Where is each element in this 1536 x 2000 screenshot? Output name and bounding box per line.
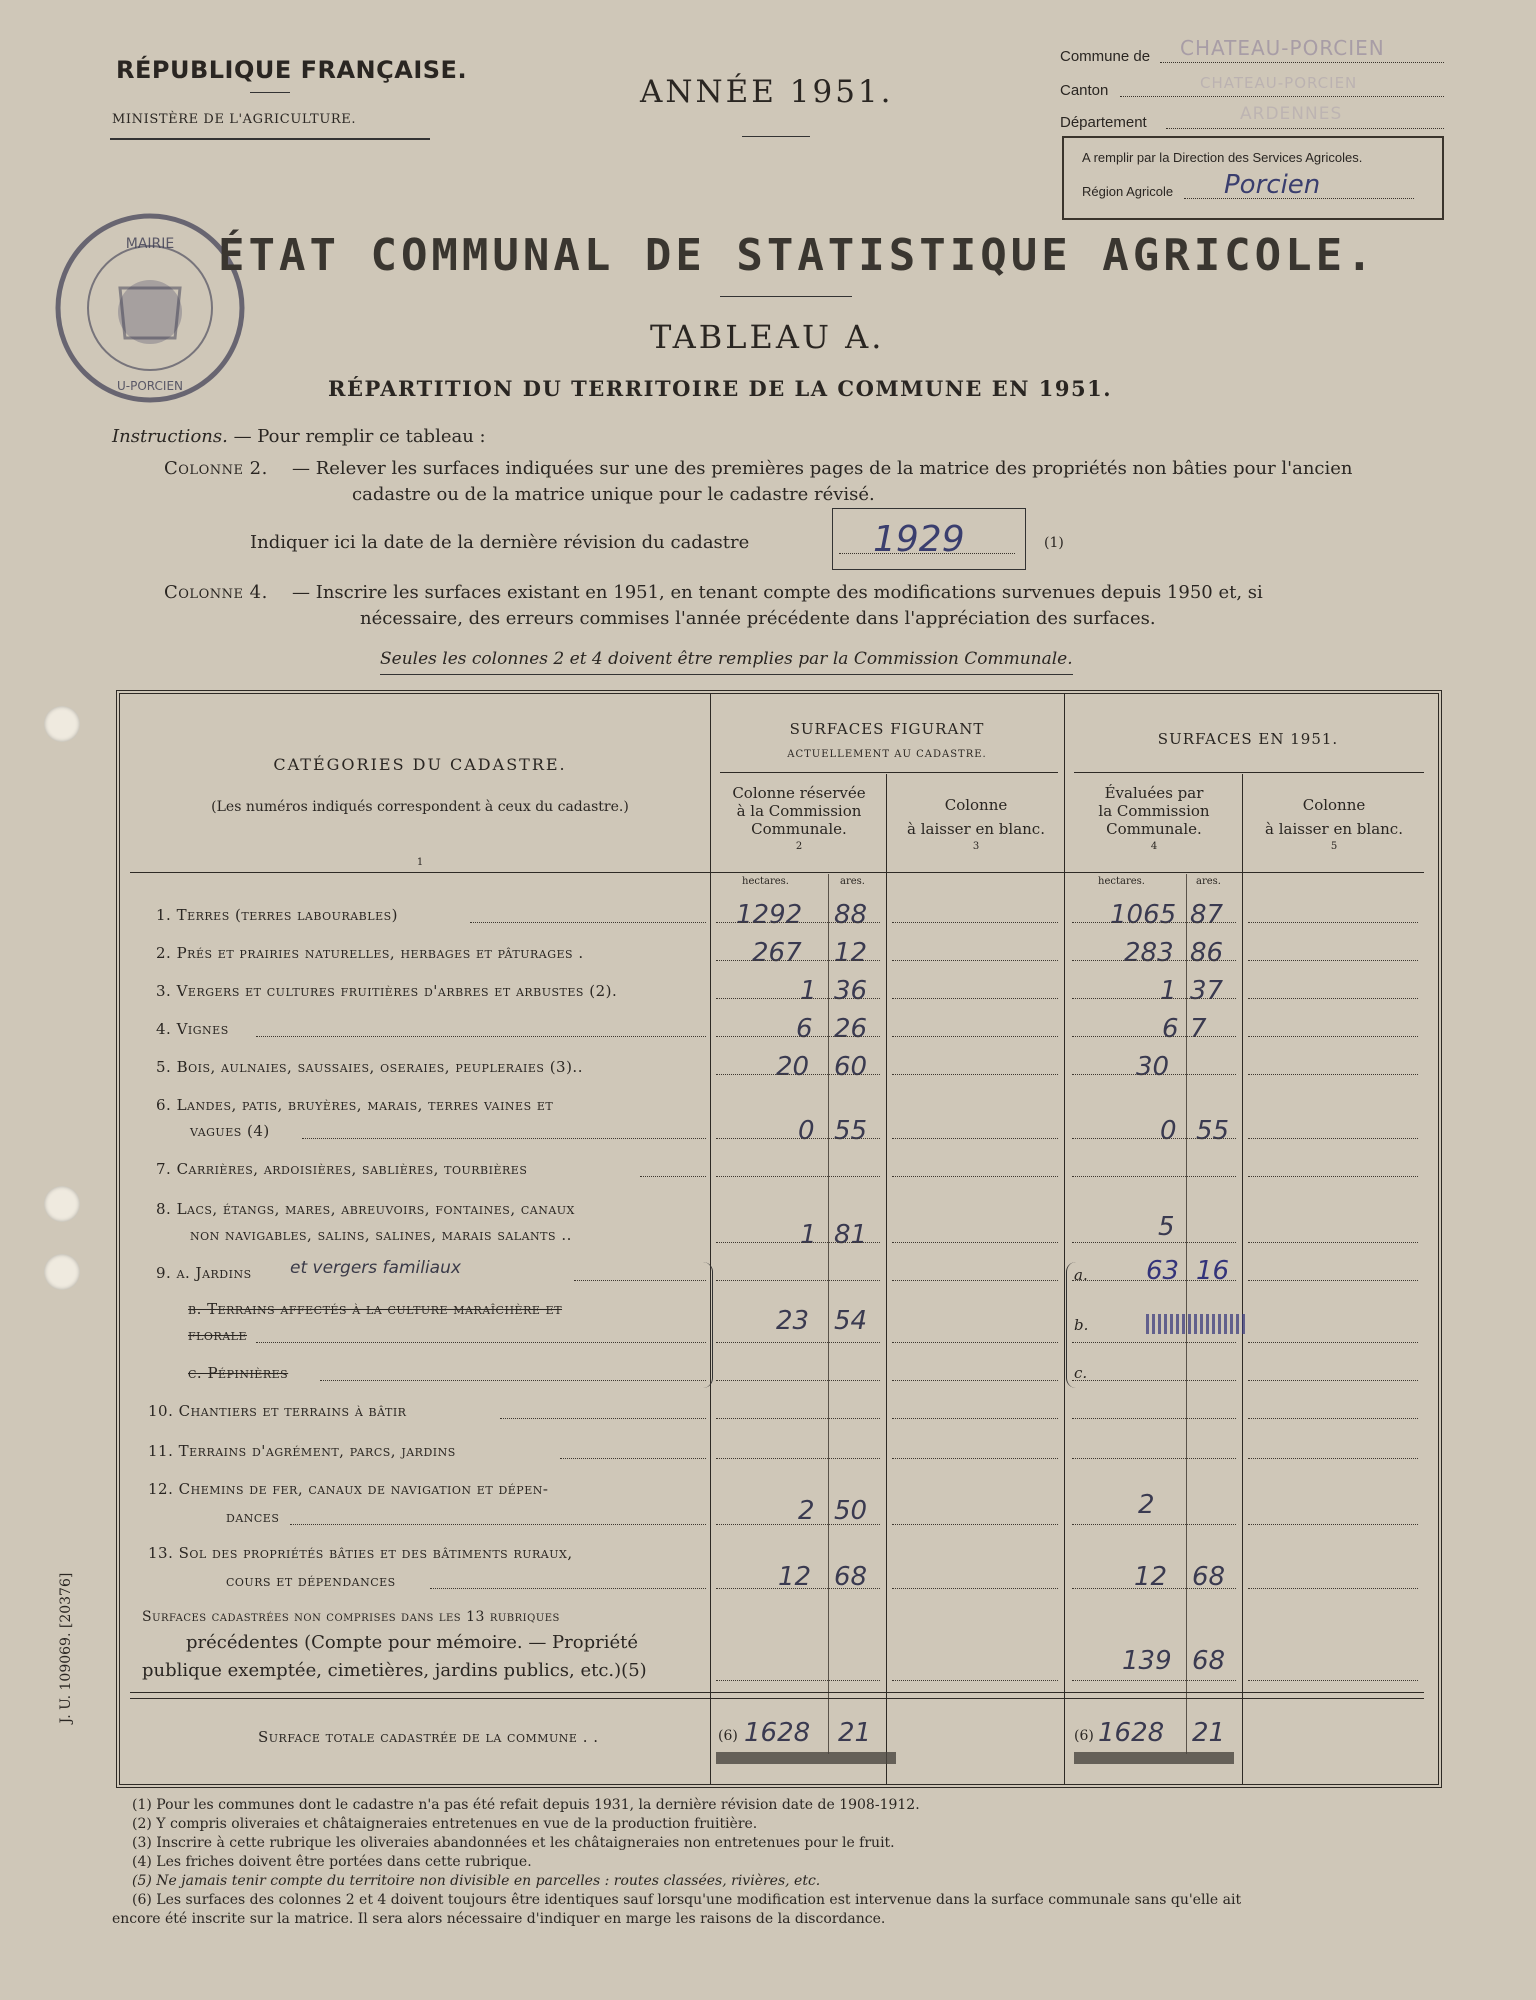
row-label: 10. Chantiers et terrains à bâtir bbox=[148, 1402, 407, 1420]
total-note: (6) bbox=[718, 1728, 738, 1744]
col3-header bbox=[888, 796, 1064, 856]
svg-text:U-PORCIEN: U-PORCIEN bbox=[116, 379, 184, 393]
header-line bbox=[130, 872, 1424, 873]
c4-ha: 1065 bbox=[1110, 900, 1177, 930]
instructions-label: Instructions. bbox=[112, 426, 228, 447]
col3-number: 3 bbox=[972, 841, 980, 852]
cell-line bbox=[1072, 1680, 1236, 1681]
row-label: 6. Landes, patis, bruyères, marais, terres vaines et bbox=[156, 1096, 554, 1114]
commune-line bbox=[1160, 62, 1444, 63]
footnote: (1) Pour les communes dont le cadastre n'a pas été refait depuis 1931, la dernière révision date de 1908-1912. bbox=[132, 1797, 920, 1813]
col4-header-line2: la Commission bbox=[1098, 802, 1210, 820]
cell-line bbox=[1072, 922, 1236, 923]
col2-header bbox=[712, 784, 886, 856]
cat-header: CATÉGORIES DU CADASTRE. bbox=[273, 755, 567, 774]
c4-ha: 139 bbox=[1122, 1646, 1172, 1676]
c4-ha: 283 bbox=[1124, 938, 1174, 968]
divider bbox=[742, 136, 810, 137]
revision-date-box bbox=[832, 508, 1026, 570]
cell-line bbox=[1072, 1176, 1236, 1177]
row-label: 8. Lacs, étangs, mares, abreuvoirs, fontaines, canaux bbox=[156, 1200, 575, 1218]
row-label: 7. Carrières, ardoisières, sablières, tourbières bbox=[156, 1160, 528, 1178]
total-c2-ha: 1628 bbox=[744, 1718, 811, 1748]
canton-value: CHATEAU-PORCIEN bbox=[1200, 74, 1358, 92]
row-label: 5. Bois, aulnaies, saussaies, oseraies, peupleraies (3).. bbox=[156, 1058, 583, 1076]
printer-reference: J. U. 109069. [20376] bbox=[58, 1572, 74, 1724]
ministry-heading: MINISTÈRE DE L'AGRICULTURE. bbox=[112, 112, 357, 127]
cell-line bbox=[1248, 1242, 1418, 1243]
cell-line bbox=[892, 1036, 1058, 1037]
svg-text:MAIRIE: MAIRIE bbox=[125, 236, 175, 252]
c4-ha: 5 bbox=[1158, 1212, 1175, 1242]
total-note: (6) bbox=[1074, 1728, 1094, 1744]
cell-line bbox=[892, 1458, 1058, 1459]
c2-ha: 0 bbox=[798, 1116, 815, 1146]
col2-text-1: — Relever les surfaces indiquées sur une des premières pages de la matrice des propriétés non bâties pour l'ancien bbox=[292, 458, 1353, 479]
revision-date-value: 1929 bbox=[873, 519, 965, 560]
row-label-cont: publique exemptée, cimetières, jardins publics, etc.)(5) bbox=[142, 1660, 647, 1681]
col2-text-2: cadastre ou de la matrice unique pour le cadastre révisé. bbox=[352, 484, 875, 505]
row-label: 1. Terres (terres labourables) bbox=[156, 906, 398, 924]
cell-line bbox=[892, 1280, 1058, 1281]
c2-ares: 88 bbox=[834, 900, 868, 930]
col4-header bbox=[1066, 784, 1242, 856]
cell-line bbox=[1248, 1138, 1418, 1139]
cell-line bbox=[1248, 960, 1418, 961]
col-divider bbox=[886, 774, 887, 1784]
col4-label: Colonne 4. bbox=[164, 582, 268, 603]
c2-ares: 50 bbox=[834, 1496, 868, 1526]
c2-ares: 12 bbox=[834, 938, 868, 968]
col4-header-line3: Communale. bbox=[1106, 820, 1202, 838]
c2-ares: 54 bbox=[834, 1306, 868, 1336]
c2-ha: 12 bbox=[778, 1562, 812, 1592]
punch-hole bbox=[44, 1254, 80, 1290]
divider bbox=[720, 296, 852, 297]
total-line bbox=[130, 1698, 1424, 1699]
cell-line bbox=[1072, 1138, 1236, 1139]
cell-line bbox=[716, 1680, 880, 1681]
c4-ha: 0 bbox=[1160, 1116, 1177, 1146]
total-c4-ha: 1628 bbox=[1098, 1718, 1165, 1748]
row-label: 3. Vergers et cultures fruitières d'arbres et arbustes (2). bbox=[156, 982, 618, 1000]
instructions-intro-text: — Pour remplir ce tableau : bbox=[233, 426, 486, 447]
c2-ares: 36 bbox=[834, 976, 868, 1006]
tableau-title: TABLEAU A. bbox=[650, 318, 885, 356]
footnote: (3) Inscrire à cette rubrique les oliveraies abandonnées et les châtaigneraies non entretenues pour le fruit. bbox=[132, 1835, 895, 1851]
c4-ares: 55 bbox=[1196, 1116, 1230, 1146]
bracket bbox=[700, 1262, 713, 1388]
cell-line bbox=[1072, 1036, 1236, 1037]
cell-line bbox=[1248, 1418, 1418, 1419]
row-label-cont: cours et dépendances bbox=[226, 1572, 396, 1590]
cell-line bbox=[716, 1524, 880, 1525]
cell-line bbox=[892, 922, 1058, 923]
revision-date-label: Indiquer ici la date de la dernière révision du cadastre bbox=[250, 532, 750, 553]
commune-label: Commune de bbox=[1060, 48, 1151, 65]
cell-line bbox=[1248, 1342, 1418, 1343]
col5-header bbox=[1244, 796, 1424, 856]
cell-line bbox=[1072, 998, 1236, 999]
cell-line bbox=[716, 1138, 880, 1139]
total-underline bbox=[1074, 1752, 1234, 1764]
republic-heading: RÉPUBLIQUE FRANÇAISE. bbox=[116, 56, 468, 84]
row-label: 11. Terrains d'agrément, parcs, jardins bbox=[148, 1442, 456, 1460]
header-line bbox=[1074, 772, 1424, 773]
footnote: (5) Ne jamais tenir compte du territoire non divisible en parcelles : routes classées, rivières, etc. bbox=[132, 1873, 821, 1889]
main-title: ÉTAT COMMUNAL DE STATISTIQUE AGRICOLE. bbox=[218, 230, 1377, 281]
cell-line bbox=[1248, 1176, 1418, 1177]
col2-number: 2 bbox=[795, 841, 803, 852]
row-label: 9. a. Jardins bbox=[156, 1264, 252, 1282]
departement-value: ARDENNES bbox=[1240, 104, 1343, 124]
c2-ha: 2 bbox=[798, 1496, 815, 1526]
c2-ha: 1292 bbox=[736, 900, 803, 930]
col2-label: Colonne 2. bbox=[164, 458, 268, 479]
c2-ha: 23 bbox=[776, 1306, 810, 1336]
row-label: 13. Sol des propriétés bâties et des bâtiments ruraux, bbox=[148, 1544, 573, 1562]
c4-ares: 86 bbox=[1190, 938, 1224, 968]
cell-line bbox=[1072, 960, 1236, 961]
c4-ha: 12 bbox=[1134, 1562, 1168, 1592]
cell-line bbox=[1248, 1680, 1418, 1681]
region-box bbox=[1062, 136, 1444, 220]
cell-line bbox=[1248, 922, 1418, 923]
total-line bbox=[130, 1692, 1424, 1693]
c2-ha: 20 bbox=[776, 1052, 810, 1082]
commune-value: CHATEAU-PORCIEN bbox=[1180, 36, 1385, 60]
canton-label: Canton bbox=[1060, 82, 1109, 99]
instructions-intro bbox=[112, 424, 486, 450]
col4-text-2: nécessaire, des erreurs commises l'année précédente dans l'appréciation des surfaces. bbox=[360, 608, 1156, 629]
region-label: Région Agricole bbox=[1082, 184, 1174, 199]
col2-header-line1: Colonne réservée bbox=[732, 784, 866, 802]
cell-line bbox=[1072, 1074, 1236, 1075]
cell-line bbox=[892, 1524, 1058, 1525]
divider bbox=[250, 92, 290, 93]
divider bbox=[110, 138, 430, 140]
cell-line bbox=[1072, 1280, 1236, 1281]
subtitle: RÉPARTITION DU TERRITOIRE DE LA COMMUNE EN 1951. bbox=[328, 376, 1113, 401]
c2-ares: 81 bbox=[834, 1220, 868, 1250]
cell-line bbox=[1072, 1524, 1236, 1525]
cell-line bbox=[892, 1138, 1058, 1139]
cell-line bbox=[1248, 1588, 1418, 1589]
cell-line bbox=[716, 1074, 880, 1075]
cell-line bbox=[716, 1458, 880, 1459]
cell-line bbox=[1072, 1418, 1236, 1419]
cell-line bbox=[1248, 998, 1418, 999]
departement-line bbox=[1166, 128, 1444, 129]
c4-prefix: a. bbox=[1074, 1266, 1088, 1284]
row-label-cont: précédentes (Compte pour mémoire. — Propriété bbox=[186, 1632, 639, 1653]
c4-ares: 37 bbox=[1190, 976, 1224, 1006]
cell-line bbox=[1072, 1380, 1236, 1381]
row-label: 4. Vignes bbox=[156, 1020, 229, 1038]
c2-ares: 68 bbox=[834, 1562, 868, 1592]
footnote: (2) Y compris oliveraies et châtaigneraies entretenues en vue de la production fruitière. bbox=[132, 1816, 758, 1832]
c4-ares: 68 bbox=[1192, 1646, 1226, 1676]
col-divider bbox=[710, 694, 711, 1784]
canton-line bbox=[1120, 96, 1444, 97]
c2-ares: 55 bbox=[834, 1116, 868, 1146]
c4-ares: 7 bbox=[1190, 1014, 1207, 1044]
cell-line bbox=[716, 1176, 880, 1177]
row-label: 2. Prés et prairies naturelles, herbages et pâturages . bbox=[156, 944, 584, 962]
cell-line bbox=[1248, 1074, 1418, 1075]
cell-line bbox=[716, 1280, 880, 1281]
c4-prefix: b. bbox=[1074, 1316, 1089, 1334]
c2-ha: 1 bbox=[800, 1220, 817, 1250]
c4-ares: 16 bbox=[1196, 1256, 1230, 1286]
col4-number: 4 bbox=[1150, 841, 1158, 852]
cell-line bbox=[892, 1380, 1058, 1381]
c4-ares: 68 bbox=[1192, 1562, 1226, 1592]
cat-subheader: (Les numéros indiqués correspondent à ceux du cadastre.) bbox=[211, 799, 629, 815]
cell-line bbox=[1248, 1280, 1418, 1281]
cell-line bbox=[716, 998, 880, 999]
c2-ares: 60 bbox=[834, 1052, 868, 1082]
row-label-cont: vagues (4) bbox=[190, 1122, 270, 1140]
group1-subtitle: ACTUELLEMENT AU CADASTRE. bbox=[787, 749, 987, 760]
cell-line bbox=[716, 1380, 880, 1381]
cell-line bbox=[716, 1342, 880, 1343]
unit-hectares: hectares. bbox=[742, 876, 789, 887]
unit-ares: ares. bbox=[840, 876, 865, 887]
row-label: c. Pépinières bbox=[188, 1364, 289, 1382]
crossed-out-value bbox=[1146, 1314, 1246, 1334]
total-label: Surface totale cadastrée de la commune . . bbox=[258, 1728, 599, 1746]
cell-line bbox=[1248, 1524, 1418, 1525]
row-label-cont: dances bbox=[226, 1508, 280, 1526]
col2-header-line2: à la Commission bbox=[736, 802, 862, 820]
cell-line bbox=[716, 1036, 880, 1037]
cell-line bbox=[892, 1242, 1058, 1243]
cell-line bbox=[892, 1418, 1058, 1419]
cell-line bbox=[1248, 1036, 1418, 1037]
cell-line bbox=[716, 1418, 880, 1419]
cell-line bbox=[716, 1588, 880, 1589]
departement-label: Département bbox=[1060, 114, 1147, 131]
col1-number: 1 bbox=[416, 857, 424, 868]
total-c2-ares: 21 bbox=[838, 1718, 872, 1748]
cell-line bbox=[1248, 1458, 1418, 1459]
c2-ha: 6 bbox=[796, 1014, 813, 1044]
cell-line bbox=[716, 922, 880, 923]
only-columns-note: Seules les colonnes 2 et 4 doivent être remplies par la Commission Communale. bbox=[380, 646, 1073, 675]
cell-line bbox=[892, 1342, 1058, 1343]
c2-ha: 1 bbox=[800, 976, 817, 1006]
total-c4-ares: 21 bbox=[1192, 1718, 1226, 1748]
col4-text-1: — Inscrire les surfaces existant en 1951, en tenant compte des modifications survenues depuis 1950 et, si bbox=[292, 582, 1263, 603]
group2-title: SURFACES EN 1951. bbox=[1157, 730, 1339, 748]
c4-ha: 6 bbox=[1162, 1014, 1179, 1044]
cell-line bbox=[892, 1074, 1058, 1075]
total-underline bbox=[716, 1752, 896, 1764]
c4-prefix: c. bbox=[1074, 1364, 1088, 1382]
cell-line bbox=[892, 1680, 1058, 1681]
c4-ha: 2 bbox=[1138, 1490, 1155, 1520]
footnote: (6) Les surfaces des colonnes 2 et 4 doivent toujours être identiques sauf lorsqu'une modification est intervenue dans la surface communale sans qu'elle ait bbox=[132, 1892, 1242, 1908]
cell-line bbox=[1072, 1242, 1236, 1243]
cell-line bbox=[1072, 1342, 1236, 1343]
bracket bbox=[1066, 1262, 1079, 1388]
cell-line bbox=[716, 960, 880, 961]
col-divider bbox=[1064, 694, 1065, 1784]
c2-ha: 267 bbox=[752, 938, 802, 968]
ha-ares-divider bbox=[828, 874, 829, 1754]
row-label-cont: florale bbox=[188, 1326, 248, 1344]
cell-line bbox=[1072, 1588, 1236, 1589]
col2-header-line3: Communale. bbox=[751, 820, 847, 838]
group1-title: SURFACES FIGURANT bbox=[789, 720, 985, 738]
year-heading: ANNÉE 1951. bbox=[640, 74, 894, 110]
header-line bbox=[720, 772, 1058, 773]
punch-hole bbox=[44, 706, 80, 742]
cell-line bbox=[716, 1242, 880, 1243]
punch-hole bbox=[44, 1186, 80, 1222]
c4-ha: 63 bbox=[1146, 1256, 1180, 1286]
cell-line bbox=[892, 960, 1058, 961]
col5-number: 5 bbox=[1330, 841, 1338, 852]
region-value: Porcien bbox=[1224, 170, 1321, 200]
col5-header-line2: à laisser en blanc. bbox=[1265, 820, 1403, 838]
cell-line bbox=[892, 1176, 1058, 1177]
row-label: b. Terrains affectés à la culture maraîchère et bbox=[188, 1300, 563, 1318]
c2-ares: 26 bbox=[834, 1014, 868, 1044]
unit-hectares: hectares. bbox=[1098, 876, 1145, 887]
footnote: (4) Les friches doivent être portées dans cette rubrique. bbox=[132, 1854, 532, 1870]
cell-line bbox=[1248, 1380, 1418, 1381]
footnotes bbox=[112, 1796, 1452, 1929]
c4-ha: 30 bbox=[1136, 1052, 1170, 1082]
c4-ares: 87 bbox=[1190, 900, 1224, 930]
col5-header-line1: Colonne bbox=[1302, 796, 1366, 814]
region-box-instruction: A remplir par la Direction des Services Agricoles. bbox=[1082, 150, 1363, 165]
revision-date-note: (1) bbox=[1044, 535, 1064, 551]
row-label: 12. Chemins de fer, canaux de navigation et dépen- bbox=[148, 1480, 549, 1498]
row-label: Surfaces cadastrées non comprises dans les 13 rubriques bbox=[142, 1609, 560, 1625]
col-divider bbox=[1242, 774, 1243, 1784]
row-label-cont: non navigables, salins, salines, marais salants .. bbox=[190, 1226, 572, 1244]
footnote: encore été inscrite sur la matrice. Il sera alors nécessaire d'indiquer en marge les raisons de la discordance. bbox=[112, 1911, 886, 1927]
cell-line bbox=[892, 1588, 1058, 1589]
cell-line bbox=[1072, 1458, 1236, 1459]
unit-ares: ares. bbox=[1196, 876, 1221, 887]
c4-ha: 1 bbox=[1160, 976, 1177, 1006]
row-annotation: et vergers familiaux bbox=[290, 1258, 461, 1278]
col3-header-line1: Colonne bbox=[944, 796, 1008, 814]
cell-line bbox=[892, 998, 1058, 999]
col4-header-line1: Évaluées par bbox=[1104, 784, 1204, 802]
col3-header-line2: à laisser en blanc. bbox=[907, 820, 1045, 838]
